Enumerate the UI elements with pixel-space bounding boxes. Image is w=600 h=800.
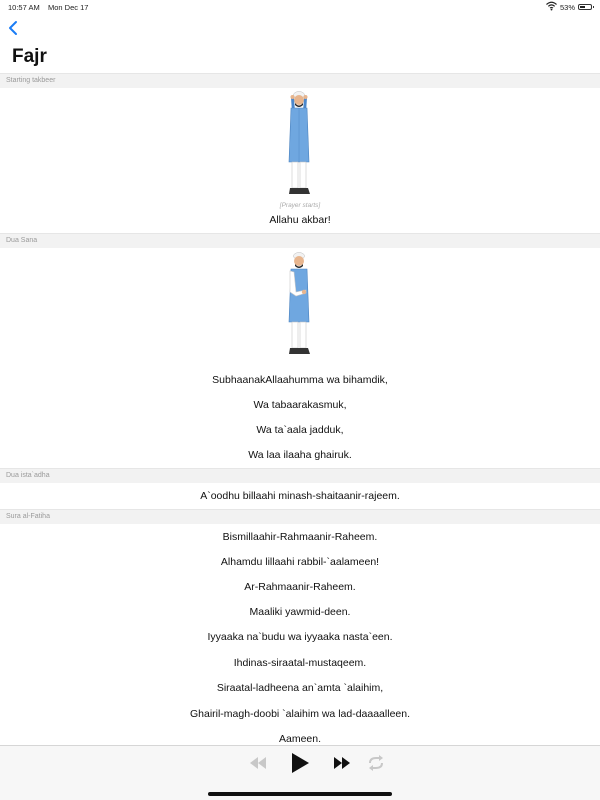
section-header-dua-sana: Dua Sana	[0, 233, 600, 248]
prayer-steps-list[interactable]	[0, 73, 600, 745]
status-date: Mon Dec 17	[48, 3, 89, 12]
home-indicator	[208, 792, 392, 796]
back-button[interactable]	[6, 18, 20, 38]
dua-line: Siraatal-ladheena an`amta `alaihim,	[216, 682, 384, 694]
dua-line: Ar-Rahmaanir-Raheem.	[244, 581, 356, 593]
dua-line: Ihdinas-siraatal-mustaqeem.	[233, 657, 367, 669]
rewind-icon	[249, 756, 267, 770]
dua-line: Wa tabaarakasmuk,	[253, 399, 347, 411]
dua-line: Iyyaaka na`budu wa iyyaaka nasta`een.	[207, 631, 393, 643]
step-caption: [Prayer starts]	[279, 202, 321, 209]
rewind-button[interactable]	[249, 756, 267, 775]
fast-forward-icon	[333, 756, 351, 770]
dua-line: Wa ta`aala jadduk,	[256, 424, 344, 436]
status-time: 10:57 AM	[8, 3, 40, 12]
dua-line: Alhamdu lillaahi rabbil-`aalameen!	[220, 556, 380, 568]
section-header-starting-takbeer: Starting takbeer	[0, 73, 600, 88]
dua-line: Wa laa ilaaha ghairuk.	[248, 449, 352, 461]
status-bar	[0, 0, 600, 14]
dua-line: Allahu akbar!	[269, 214, 331, 226]
page-title: Fajr	[12, 46, 47, 67]
dua-line: A`oodhu billaahi minash-shaitaanir-rajeem.	[200, 490, 400, 502]
repeat-button[interactable]	[367, 755, 385, 776]
chevron-left-icon	[6, 18, 20, 38]
play-icon	[290, 752, 310, 774]
qiyam-figure-illustration	[282, 252, 316, 358]
dua-line: Maaliki yawmid-deen.	[249, 606, 351, 618]
dua-line: SubhaanakAllaahumma wa bihamdik,	[212, 374, 388, 386]
takbeer-figure-illustration	[282, 90, 316, 198]
wifi-icon	[546, 1, 557, 13]
dua-line: Bismillaahir-Rahmaanir-Raheem.	[222, 531, 378, 543]
battery-icon	[578, 4, 592, 10]
fast-forward-button[interactable]	[333, 756, 351, 775]
play-button[interactable]	[290, 752, 310, 779]
repeat-icon	[367, 755, 385, 771]
section-header-sura-al-fatiha: Sura al-Fatiha	[0, 509, 600, 524]
dua-line: Aameen.	[278, 733, 322, 745]
battery-percentage: 53%	[560, 3, 576, 12]
dua-line: Ghairil-magh-doobi `alaihim wa lad-daaaalleen.	[189, 708, 411, 720]
section-header-dua-istadha: Dua ista`adha	[0, 468, 600, 483]
